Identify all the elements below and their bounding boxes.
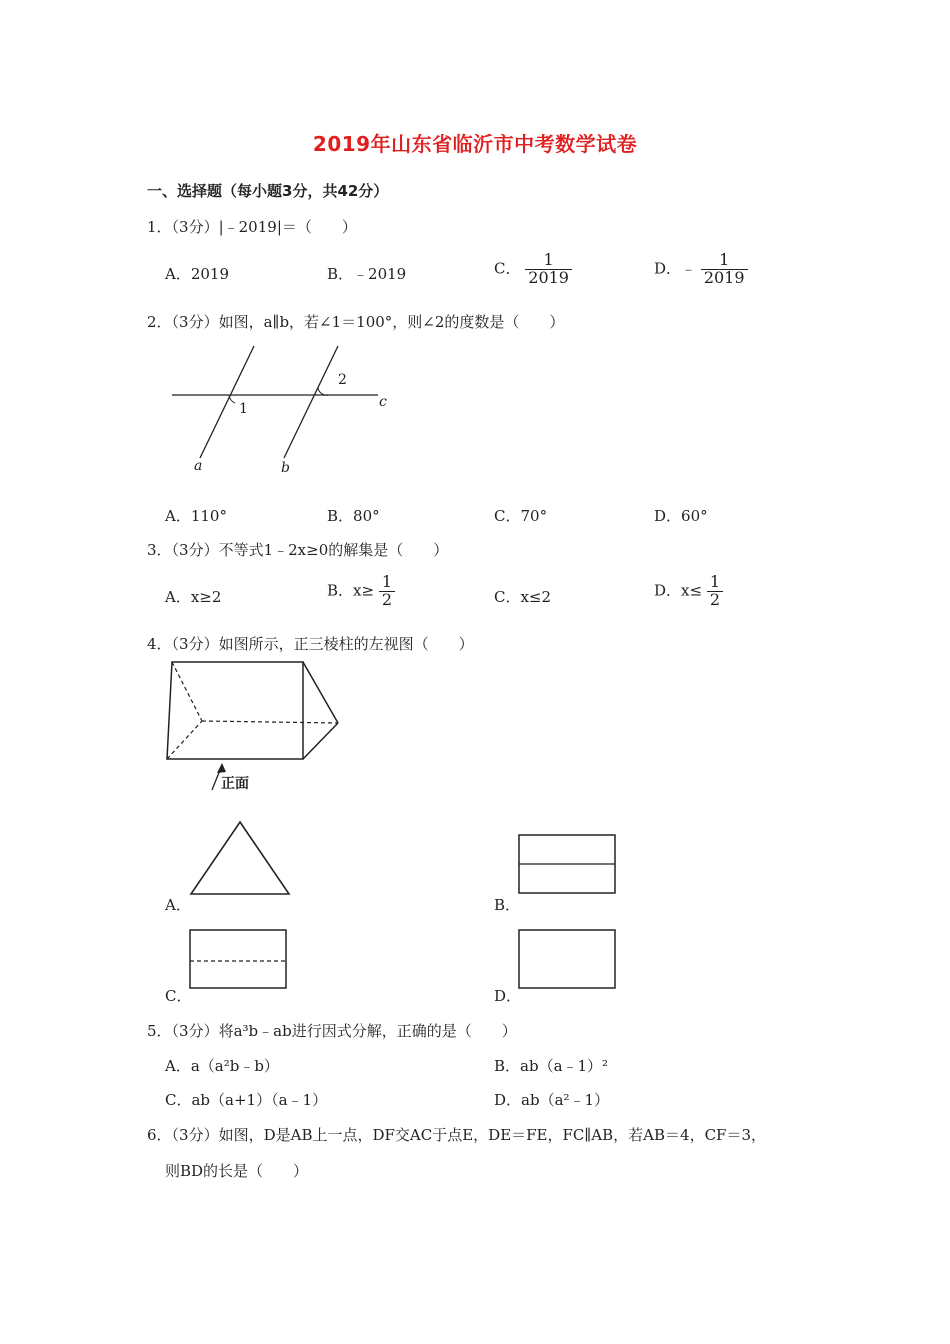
question-5-stem: 5．（3分）将a³b﹣ab进行因式分解，正确的是（ ） <box>147 1022 517 1040</box>
line-a-label: a <box>194 458 203 474</box>
q3-option-c[interactable]: C．x≤2 <box>494 588 552 606</box>
q4-option-c-rectangle <box>189 929 289 991</box>
prism-front-face <box>167 662 303 759</box>
q4-option-d[interactable]: D． <box>494 987 522 1005</box>
q3-option-d[interactable] <box>654 574 723 609</box>
q3-option-d-label: D．x≤ <box>654 581 703 600</box>
q3-option-b-label: B．x≥ <box>327 581 375 600</box>
angle-1-label: 1 <box>239 401 248 417</box>
q4-option-c[interactable]: C． <box>165 987 192 1005</box>
q1-option-c[interactable] <box>494 252 572 287</box>
q1-option-d[interactable] <box>654 252 748 287</box>
line-b <box>284 346 338 458</box>
q3-option-d-fraction <box>707 574 723 609</box>
q1-option-d-label: D．﹣ <box>654 259 697 278</box>
q2-option-b[interactable]: B．80° <box>327 507 380 525</box>
q4-option-a[interactable]: A． <box>165 896 191 914</box>
q1-option-a[interactable]: A．2019 <box>165 265 230 283</box>
q4-option-b[interactable]: B． <box>494 896 521 914</box>
fraction-numerator: 1 <box>543 250 554 269</box>
question-6-stem-line1: 6．（3分）如图，D是AB上一点，DF交AC于点E，DE＝FE，FC∥AB，若AB＝4，CF＝3， <box>147 1126 766 1144</box>
angle-2-arc <box>318 388 329 395</box>
q5-option-c[interactable]: C．ab（a+1）（a﹣1） <box>165 1091 328 1109</box>
q4-option-b-rectangle <box>518 834 618 896</box>
angle-2-label: 2 <box>338 372 347 388</box>
q4-prism-figure <box>160 655 350 795</box>
fraction-numerator: 1 <box>709 572 721 591</box>
question-6-stem-line2: 则BD的长是（ ） <box>165 1162 309 1180</box>
q3-option-b[interactable] <box>327 574 395 609</box>
fraction-denominator: 2 <box>379 591 395 609</box>
fraction-denominator: 2 <box>707 591 723 609</box>
q2-option-d[interactable]: D．60° <box>654 507 708 525</box>
question-1-stem: 1．（3分）|﹣2019|＝（ ） <box>147 218 357 236</box>
q3-option-a[interactable]: A．x≥2 <box>165 588 222 606</box>
q1-option-c-fraction <box>525 252 572 287</box>
q5-option-b[interactable]: B．ab（a﹣1）² <box>494 1057 609 1075</box>
section-heading: 一、选择题（每小题3分，共42分） <box>147 182 389 200</box>
q5-option-a[interactable]: A．a（a²b﹣b） <box>165 1057 279 1075</box>
fraction-denominator: 2019 <box>701 269 748 287</box>
fraction-denominator: 2019 <box>525 269 572 287</box>
q4-option-a-triangle <box>185 818 295 898</box>
q2-option-a[interactable]: A．110° <box>165 507 227 525</box>
line-c-label: c <box>379 394 387 410</box>
fraction-numerator: 1 <box>381 572 393 591</box>
q4-option-d-rectangle <box>518 929 618 991</box>
q1-option-c-label: C． <box>494 259 521 278</box>
line-b-label: b <box>281 460 290 476</box>
fraction-numerator: 1 <box>719 250 730 269</box>
front-view-label: 正面 <box>221 776 249 792</box>
q1-option-b[interactable]: B．﹣2019 <box>327 265 407 283</box>
page-title: 2019年山东省临沂市中考数学试卷 <box>312 132 638 156</box>
q2-parallel-lines-figure <box>160 340 400 480</box>
question-3-stem: 3．（3分）不等式1﹣2x≥0的解集是（ ） <box>147 541 449 559</box>
q3-option-b-fraction <box>379 574 395 609</box>
q1-option-d-fraction <box>701 252 748 287</box>
q2-option-c[interactable]: C．70° <box>494 507 548 525</box>
q5-option-d[interactable]: D．ab（a²﹣1） <box>494 1091 610 1109</box>
question-2-stem: 2．（3分）如图，a∥b，若∠1＝100°，则∠2的度数是（ ） <box>147 313 565 331</box>
question-4-stem: 4．（3分）如图所示，正三棱柱的左视图（ ） <box>147 635 474 653</box>
